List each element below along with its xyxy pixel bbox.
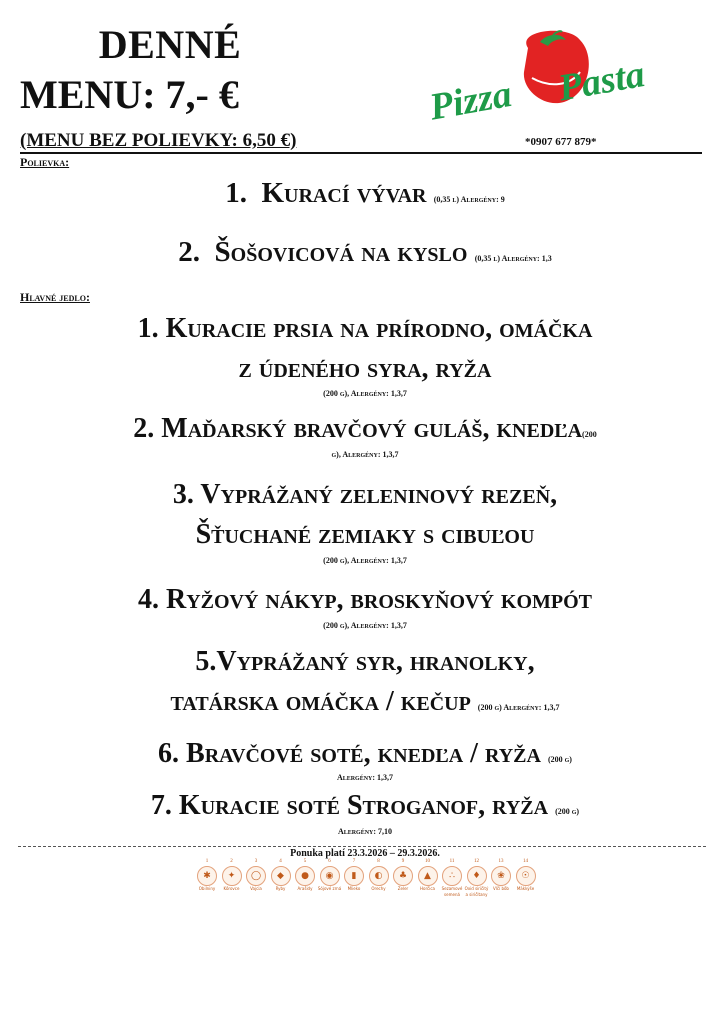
allergen-label: Arašidy (297, 886, 313, 891)
svg-text:Pasta: Pasta (555, 53, 648, 110)
allergen-9 (391, 858, 415, 892)
allergen-2 (220, 858, 244, 892)
main-item-3-line2: Šťuchané zemiaky s cibuľou (195, 519, 535, 550)
tomato-icon (420, 28, 700, 120)
egg-icon: ◯ (246, 866, 266, 886)
allergen-label: Mlieko (347, 886, 361, 891)
main-item-3: 3. Vyprážaný zeleninový rezeň, (172, 479, 558, 510)
main-item-6-note: Alergény: 1,3,7 (336, 773, 394, 782)
item-number: 2. (178, 236, 201, 268)
soy-icon: ◉ (320, 866, 340, 886)
wheat-icon: ✱ (197, 866, 217, 886)
menu-without-soup: (MENU BEZ POLIEVKY: 6,50 €) (20, 130, 297, 151)
allergen-1 (195, 858, 219, 892)
main-item-6: 6. Bravčové soté, knedľa / ryža (200 g) (158, 738, 572, 769)
allergen-label: Obilniny (198, 886, 216, 891)
main-item-4: 4. Ryžový nákyp, broskyňový kompót (137, 584, 592, 615)
nut-icon: ◐ (369, 866, 389, 886)
main-item-4-note: (200 g), Alergény: 1,3,7 (323, 621, 407, 630)
allergen-label: Vlčí bôb (493, 886, 509, 891)
allergen-label: Orechy (371, 886, 386, 891)
allergen-label: Sezamové semená (441, 886, 463, 897)
main-item-2: 2. Maďarský bravčový guláš, knedľa(200 (133, 413, 597, 444)
allergen-legend (195, 858, 545, 914)
allergen-number: 8 (377, 859, 380, 864)
allergen-13 (489, 858, 513, 892)
crustacean-icon: ✦ (222, 866, 242, 886)
allergen-8 (367, 858, 391, 892)
fish-icon: ◆ (271, 866, 291, 886)
allergen-label: Ryby (275, 886, 286, 891)
allergen-number: 6 (328, 859, 331, 864)
allergen-number: 10 (425, 859, 430, 864)
main-item-1: 1. Kuracie prsia na prírodno, omáčka (137, 313, 593, 344)
allergen-number: 12 (474, 859, 479, 864)
main-item-5: 5.Vyprážaný syr, hranolky, (195, 646, 535, 677)
mollusc-icon: ☉ (516, 866, 536, 886)
allergen-label: Vajcia (250, 886, 262, 891)
allergen-number: 14 (523, 859, 528, 864)
allergen-7 (342, 858, 366, 892)
phone-number: *0907 677 879* (525, 136, 597, 148)
allergen-number: 7 (352, 859, 356, 864)
allergen-label: Mäkkýše (516, 886, 535, 891)
main-item-1-note: (200 g), Alergény: 1,3,7 (323, 389, 407, 398)
allergen-12 (465, 858, 489, 898)
allergen-4 (269, 858, 293, 892)
allergen-label: Kôrovce (223, 886, 240, 891)
allergen-label: Horčica (420, 886, 435, 891)
item-name: Šošovicová na kyslo (214, 236, 468, 268)
main-section-label: Hlavné jedlo: (20, 290, 90, 304)
allergen-number: 11 (449, 859, 455, 864)
allergen-14 (514, 858, 538, 892)
allergen-5 (293, 858, 317, 892)
bottom-divider (18, 846, 706, 847)
allergen-11 (440, 858, 464, 898)
soup-item-1 (20, 176, 710, 211)
pizza-pasta-logo (420, 28, 700, 120)
allergen-6 (318, 858, 342, 892)
title-price: MENU: 7,- € (20, 72, 239, 117)
allergen-label: Oxid siričitý a siričitany (464, 886, 489, 897)
lupin-icon: ❀ (491, 866, 511, 886)
allergen-number: 2 (230, 859, 233, 864)
allergen-10 (416, 858, 440, 892)
allergen-number: 9 (401, 859, 405, 864)
allergen-label: Sójové zrná (317, 886, 342, 891)
main-item-5-line2: tatárska omáčka / kečup (200 g) Alergény: 1,3,7 (170, 686, 560, 717)
sesame-icon: ∴ (442, 866, 462, 886)
soup-section-label: Polievka: (20, 155, 70, 169)
soup-item-2 (20, 235, 710, 270)
item-number: 1. (225, 177, 247, 209)
main-item-7: 7. Kuracie soté Stroganof, ryža (200 g) (150, 790, 580, 821)
main-item-2-note: g), Alergény: 1,3,7 (331, 450, 399, 459)
allergen-number: 4 (279, 859, 282, 864)
main-item-3-note: (200 g), Alergény: 1,3,7 (323, 556, 407, 565)
item-info: (0,35 l) Alergény: 1,3 (474, 254, 552, 263)
allergen-number: 5 (303, 859, 307, 864)
item-info: (0,35 l) Alergény: 9 (433, 195, 505, 204)
item-name: Kurací vývar (261, 177, 427, 209)
subheader-line (20, 130, 702, 154)
main-item-1-line2: z údeného syra, ryža (238, 353, 492, 384)
svg-text:Pizza: Pizza (426, 72, 515, 120)
allergen-number: 3 (254, 859, 258, 864)
celery-icon: ♣ (393, 866, 413, 886)
allergen-3 (244, 858, 268, 892)
peanut-icon: ● (295, 866, 315, 886)
milk-icon: ▮ (344, 866, 364, 886)
allergen-number: 13 (498, 859, 504, 864)
allergen-number: 1 (205, 859, 209, 864)
main-item-7-note: Alergény: 7,10 (337, 827, 393, 836)
title-denne: DENNÉ (98, 22, 242, 67)
mustard-icon: ▲ (418, 866, 438, 886)
validity-dates: Ponuka platí 23.3.2026 – 29.3.2026. (290, 848, 440, 859)
allergen-label: Zeler (397, 886, 409, 891)
sulphite-icon: ♦ (467, 866, 487, 886)
